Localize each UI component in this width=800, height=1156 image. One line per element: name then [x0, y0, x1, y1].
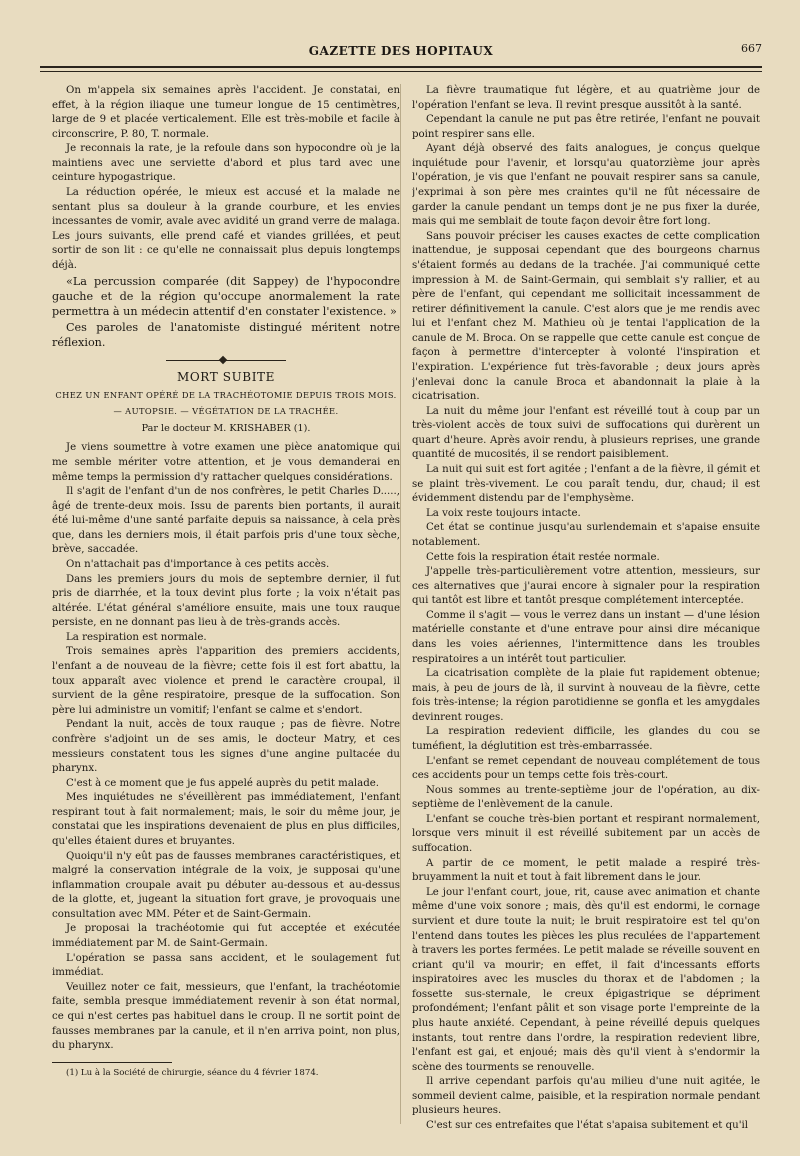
- right-column: [412, 84, 760, 1134]
- paragraph: Mes inquiétudes ne s'éveillèrent pas immédiatement, l'enfant respirant tout à fait normalement; mais, le soir du même jour, je constatai que les inspirations devenaient de plus en plus difficiles, qu'elles étaient dures et bruyantes.: [52, 792, 400, 847]
- section-subtitle: CHEZ UN ENFANT OPÉRÉ DE LA TRACHÉOTOMIE DEPUIS TROIS MOIS.: [55, 389, 397, 400]
- quotation: «La percussion comparée (dit Sappey) de l'hypocondre gauche et de la région qu'occupe anormalement la rate permettra à un médecin attentif d'en constater l'existence. »: [52, 274, 400, 319]
- article-author: Par le docteur M. KRISHABER (1).: [141, 422, 311, 434]
- paragraph: Pendant la nuit, accès de toux rauque ; pas de fièvre. Notre confrère s'adjoint un de ses amis, le docteur Matry, et ces messieurs constatent tous les signes d'une angine pultacée du pharynx.: [52, 719, 400, 775]
- paragraph: La réduction opérée, le mieux est accusé et la malade ne sentant plus sa douleur à la grande courbure, et les envies incessantes de vomir, avale avec avidité un grand verre de malaga. Les jours suivants, elle prend café et viandes grillées, et peut sortir de son lit : ce qu'elle ne connaissait plus depuis longtemps déjà.: [52, 187, 400, 271]
- paragraph: La cicatrisation complète de la plaie fut rapidement obtenue; mais, à peu de jours de là, il survint à nouveau de la fièvre, cette fois très-intense; la région parotidienne se gonfla et les amygdales devinrent rouges.: [412, 668, 760, 723]
- paragraph: La respiration redevient difficile, les glandes du cou se tuméfient, la déglutition est très-embarrassée.: [412, 726, 760, 753]
- section-divider: [166, 360, 286, 361]
- page-number: 667: [741, 42, 762, 55]
- header-rule: [40, 66, 762, 72]
- paragraph: On n'attachait pas d'importance à ces petits accès.: [66, 559, 330, 570]
- running-title: GAZETTE DES HOPITAUX: [308, 44, 494, 58]
- paragraph: La respiration est normale.: [66, 631, 207, 643]
- paragraph: Quoiqu'il n'y eût pas de fausses membranes caractéristiques, et malgré la conservation intégrale de la voix, je supposai qu'une inflammation croupale avait pu débuter au-dessous et au-dessus de la glotte, et, jugeant la situation fort grave, je provoquais une consultation avec MM. Péter et de Saint-Germain.: [52, 850, 400, 920]
- paragraph: L'opération se passa sans accident, et le soulagement fut immédiat.: [52, 952, 400, 979]
- paragraph: Il arrive cependant parfois qu'au milieu d'une nuit agitée, le sommeil devient calme, paisible, et la respiration normale pendant plusieurs heures.: [412, 1076, 760, 1117]
- page-header: [40, 36, 762, 62]
- paragraph: Dans les premiers jours du mois de septembre dernier, il fut pris de diarrhée, et la toux devint plus forte ; la voix n'était pas altérée. L'état général s'améliore ensuite, mais une toux rauque persiste, en ne donnant pas lieu à de très-grands accès.: [52, 573, 400, 629]
- paragraph: Ayant déjà observé des faits analogues, je conçus quelque inquiétude pour l'avenir, et lorsqu'au quatorzième jour après l'opération, je vis que l'enfant ne pouvait respirer sans sa canule, j'exprimai à son père mes craintes qu'il ne fût nécessaire de garder la canule pendant un temps dont je ne pus fixer la durée, mais qui me semblait de toute façon devoir être fort long.: [412, 143, 760, 228]
- section-subtitle: — AUTOPSIE. — VÉGÉTATION DE LA TRACHÉE.: [113, 405, 339, 416]
- paragraph: Nous sommes au trente-septième jour de l'opération, au dix-septième de l'enlèvement de la canule.: [412, 784, 760, 811]
- paragraph: On m'appela six semaines après l'accident. Je constatai, en effet, à la région iliaque une tumeur longue de 15 centimètres, large de 9 et placée verticalement. Elle est très-mobile et facile à circonscrire, P. 80, T. normale.: [52, 85, 400, 140]
- paragraph: L'enfant se remet cependant de nouveau complétement de tous ces accidents pour un temps cette fois très-court.: [412, 755, 760, 782]
- paragraph: Ces paroles de l'anatomiste distingué méritent notre réflexion.: [52, 320, 400, 350]
- paragraph: Le jour l'enfant court, joue, rit, cause avec animation et chante même d'une voix sonore ; mais, dès qu'il est endormi, le cornage survient et dure toute la nuit; le bruit respiratoire est tel qu'on l'entend dans toutes les pièces les plus reculées de l'appartement à travers les portes fermées. Le petit malade se réveille souvent en criant qu'il va mourir; en effet, il fait d'incessants efforts inspiratoires avec les muscles du thorax et de l'abdomen ; la fossette sus-sternale, le creux épigastrique se dépriment profondément; l'enfant pâlit et son visage porte l'empreinte de la plus haute anxiété. Cependant, à peine réveillé depuis quelques instants, tout rentre dans l'ordre, la respiration redevient libre, l'enfant est gai, et enjoué; mais dès qu'il vient à s'endormir la scène des tourments se renouvelle.: [412, 886, 760, 1073]
- footnote: (1) Lu à la Société de chirurgie, séance du 4 février 1874.: [66, 1067, 319, 1078]
- paragraph: La fièvre traumatique fut légère, et au quatrième jour de l'opération l'enfant se leva. Il revint presque aussitôt à la santé.: [412, 85, 760, 111]
- paragraph: Cette fois la respiration était restée normale.: [426, 551, 660, 563]
- paragraph: L'enfant se couche très-bien portant et respirant normalement, lorsque vers minuit il est réveillé subitement par un accès de suffocation.: [412, 813, 760, 855]
- paragraph: Sans pouvoir préciser les causes exactes de cette complication inattendue, je supposai cependant que des bourgeons charnus s'étaient formés au dedans de la trachée. J'ai communiqué cette impression à M. de Saint-Germain, qui semblait s'y rallier, et au père de l'enfant, qui cependant me sollicitait incessamment de retirer définitivement la canule. C'est alors que je me rendis avec lui et l'enfant chez M. Mathieu où je tentai l'application de la canule de M. Broca. On se rappelle que cette canule est conçue de façon à permettre d'intercepter à volonté l'inspiration et l'expiration. L'expérience fut très-favorable ; deux jours après j'enlevai donc la canule Broca et abandonnait la plaie à la cicatrisation.: [412, 230, 760, 403]
- paragraph: C'est sur ces entrefaites que l'état s'apaisa subitement et qu'il: [426, 1120, 749, 1132]
- paragraph: La voix reste toujours intacte.: [426, 507, 581, 519]
- paragraph: Je reconnais la rate, je la refoule dans son hypocondre où je la maintiens avec une serviette d'abord et plus tard avec une ceinture hypogastrique.: [52, 143, 400, 184]
- paragraph: La nuit qui suit est fort agitée ; l'enfant a de la fièvre, il gémit et se plaint très-vivement. Le cou paraît tendu, dur, chaud; il est évidemment distendu par de l'emphysème.: [412, 464, 760, 505]
- paragraph: Je viens soumettre à votre examen une pièce anatomique qui me semble mériter votre attention, et je vous demanderai en même temps la permission d'y rattacher quelques considérations.: [52, 442, 400, 483]
- column-separator: [400, 84, 401, 1124]
- paragraph: Cet état se continue jusqu'au surlendemain et s'apaise ensuite notablement.: [412, 522, 760, 548]
- paragraph: Il s'agit de l'enfant d'un de nos confrères, le petit Charles D....., âgé de trente-deux mois. Issu de parents bien portants, il aurait été lui-même d'une santé parfaite depuis sa naissance, à cela près que, dans les derniers mois, il était parfois pris d'une toux sèche, brève, saccadée.: [52, 486, 400, 556]
- paragraph: J'appelle très-particulièrement votre attention, messieurs, sur ces alternatives que j'aurai encore à signaler pour la respiration qui tantôt est libre et tantôt presque complétement interceptée.: [412, 566, 760, 607]
- left-column: [52, 84, 400, 1134]
- paragraph: Je proposai la trachéotomie qui fut acceptée et exécutée immédiatement par M. de Saint-Germain.: [52, 923, 400, 950]
- paragraph: A partir de ce moment, le petit malade a respiré très-bruyamment la nuit et tout à fait librement dans le jour.: [412, 857, 760, 884]
- paragraph: La nuit du même jour l'enfant est réveillé tout à coup par un très-violent accès de toux suivi de suffocations qui durèrent un quart d'heure. Après avoir rendu, à plusieurs reprises, une grande quantité de mucosités, il se rendort paisiblement.: [412, 405, 760, 461]
- section-title: MORT SUBITE: [176, 369, 276, 384]
- paragraph: Trois semaines après l'apparition des premiers accidents, l'enfant a de nouveau de la fièvre; cette fois il est fort abattu, la toux apparaît avec violence et prend le caractère croupal, il survient de la gêne respiratoire, presque de la suffocation. Son père lui administre un vomitif; l'enfant se calme et s'endort.: [52, 646, 400, 716]
- paragraph: Veuillez noter ce fait, messieurs, que l'enfant, la trachéotomie faite, sembla presque immédiatement revenir à son état normal, ce qui n'est certes pas habituel dans le croup. Il ne sortit point de fausses membranes par la canule, et il n'en arriva point, non plus, du pharynx.: [52, 981, 400, 1052]
- paragraph: C'est à ce moment que je fus appelé auprès du petit malade.: [66, 777, 380, 789]
- footnote-rule: [52, 1062, 172, 1063]
- paragraph: Comme il s'agit — vous le verrez dans un instant — d'une lésion matérielle constante et d'une entrave pour ainsi dire mécanique dans les voies aériennes, l'intermittence dans les troubles respiratoires a un intérêt tout particulier.: [412, 609, 760, 665]
- paragraph: Cependant la canule ne put pas être retirée, l'enfant ne pouvait point respirer sans elle.: [412, 114, 760, 140]
